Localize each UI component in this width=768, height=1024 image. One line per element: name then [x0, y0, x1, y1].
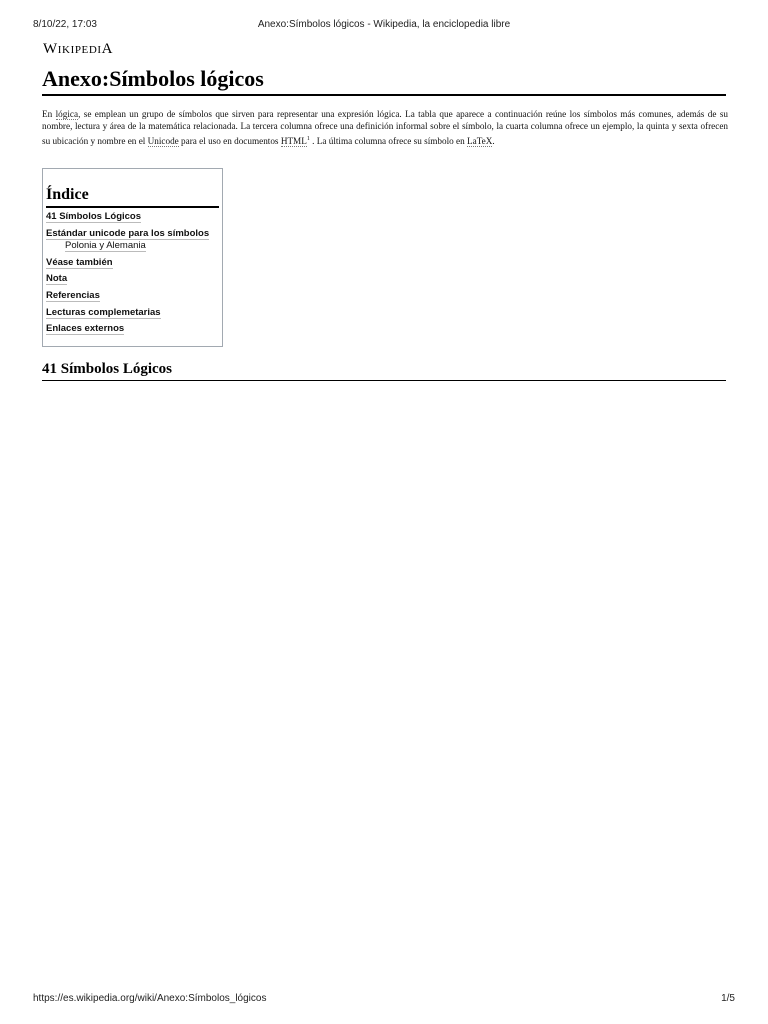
- print-timestamp: 8/10/22, 17:03: [33, 19, 97, 30]
- toc-item-lecturas-complementarias[interactable]: Lecturas complemetarias: [46, 306, 161, 318]
- intro-text-3: para el uso en documentos: [178, 135, 281, 146]
- toc-item-referencias[interactable]: Referencias: [46, 289, 100, 301]
- intro-text-1: En: [42, 109, 56, 119]
- section-heading-simbolos-logicos: 41 Símbolos Lógicos: [42, 360, 726, 381]
- toc-item-estandar-unicode[interactable]: Estándar unicode para los símbolos: [46, 227, 210, 239]
- link-latex[interactable]: LaTeX: [467, 135, 493, 146]
- toc-item-simbolos-logicos[interactable]: 41 Símbolos Lógicos: [46, 211, 142, 222]
- wikipedia-wordmark[interactable]: WikipediA: [43, 41, 114, 57]
- toc-item-enlaces-externos[interactable]: Enlaces externos: [46, 323, 125, 335]
- link-html[interactable]: HTML: [280, 135, 307, 146]
- note-reference[interactable]: 1: [306, 135, 310, 142]
- print-document-title: Anexo:Símbolos lógicos - Wikipedia, la enciclopedia libre: [257, 19, 511, 30]
- toc-list: [46, 211, 219, 335]
- toc-subitem-polonia-alemania[interactable]: Polonia y Alemania: [65, 240, 146, 252]
- link-logica[interactable]: lógica: [55, 109, 79, 119]
- print-page-indicator: 1/5: [721, 993, 735, 1004]
- table-of-contents: [42, 168, 223, 347]
- intro-text-2: , se emplean un grupo de símbolos que sirven para representar una expresión lógica. La tabla que aparece a continuación reúne los símbolos más comunes, además de su nombre, lectura y área de la matemática relacionada. La tercera columna ofrece una definición informal sobre el símbolo, la cuarta columna ofrece un ejemplo, la quinta y sexta ofrecen su ubicación y nombre en el: [42, 109, 728, 146]
- intro-paragraph: [42, 108, 728, 147]
- page-title: Anexo:Símbolos lógicos: [42, 66, 726, 96]
- intro-text-5: .: [492, 135, 495, 146]
- link-unicode[interactable]: Unicode: [147, 135, 179, 146]
- toc-title: Índice: [46, 185, 219, 208]
- intro-text-4: . La última columna ofrece su símbolo en: [309, 135, 468, 146]
- print-url: https://es.wikipedia.org/wiki/Anexo:Símbolos_lógicos: [33, 993, 267, 1004]
- toc-item-nota[interactable]: Nota: [46, 273, 68, 285]
- toc-item-vease-tambien[interactable]: Véase también: [46, 256, 113, 268]
